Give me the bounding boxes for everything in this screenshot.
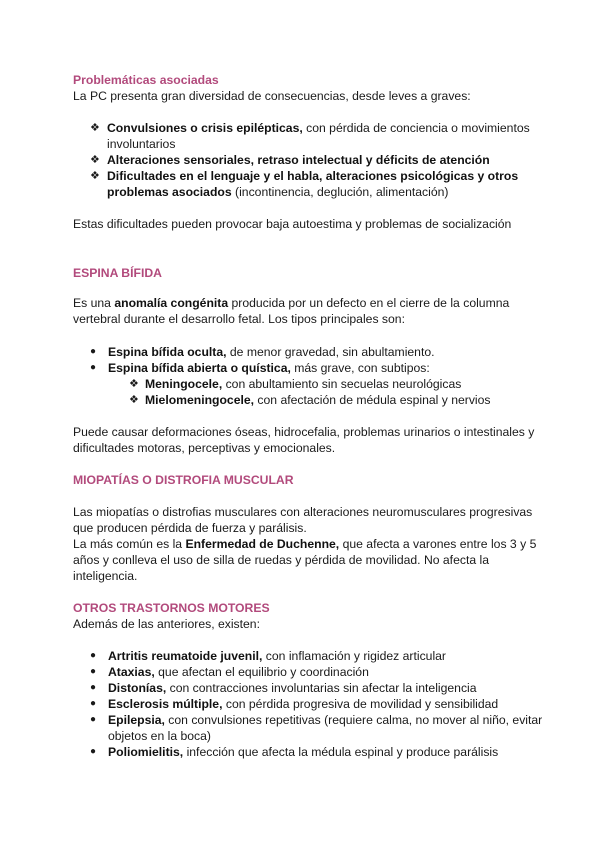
diamond-bullet-icon: ❖ [90,122,100,134]
bullet-icon: ● [90,666,97,677]
list-item: ● Esclerosis múltiple, con pérdida progresiva de movilidad y sensibilidad [90,697,499,711]
paragraph-espina-intro: Es una anomalía congénita producida por un defecto en el cierre de la columna vertebral durante el desarrollo fetal. Los tipos principales son: [73,296,510,326]
bullet-icon: ● [90,346,97,357]
paragraph-intro: La PC presenta gran diversidad de consecuencias, desde leves a graves: [73,89,471,103]
list-item: ● Epilepsia, con convulsiones repetitivas (requiere calma, no mover al niño, evitar objetos en la boca) [90,713,543,743]
list-item: ● Poliomielitis, infección que afecta la médula espinal y produce parálisis [90,745,499,759]
bullet-icon: ● [90,698,97,709]
paragraph-otros-intro: Además de las anteriores, existen: [73,617,260,631]
paragraph-espina-outro: Puede causar deformaciones óseas, hidrocefalia, problemas urinarios o intestinales y dificultades motoras, perceptivas y emocionales. [73,425,535,455]
list-item: ❖ Dificultades en el lenguaje y el habla, alteraciones psicológicas y otros problemas asociados (incontinencia, deglución, alimentación) [90,169,519,199]
list-item: ❖ Alteraciones sensoriales, retraso intelectual y déficits de atención [90,153,490,167]
list-item: ● Artritis reumatoide juvenil, con inflamación y rigidez articular [90,649,446,663]
list-item: ❖ Convulsiones o crisis epilépticas, con pérdida de conciencia o movimientos involuntarios [90,121,530,151]
bullet-icon: ● [90,362,97,373]
paragraph-outro: Estas dificultades pueden provocar baja autoestima y problemas de socialización [73,217,512,231]
list-item: ● Espina bífida oculta, de menor gravedad, sin abultamiento. [90,345,435,359]
list-item: ❖ Mielomeningocele, con afectación de médula espinal y nervios [129,393,491,407]
bullet-icon: ● [90,714,97,725]
list-otros-trastornos [73,648,543,760]
list-item: ● Espina bífida abierta o quística, más grave, con subtipos: [90,361,430,375]
list-espina-tipos [73,344,543,376]
paragraph-miopatias-1: Las miopatías o distrofias musculares con alteraciones neuromusculares progresivas que producen pérdida de fuerza y parálisis. [73,505,533,535]
diamond-bullet-icon: ❖ [129,378,139,390]
section-heading-problematicas: Problemáticas asociadas [73,73,219,87]
list-item: ❖ Meningocele, con abultamiento sin secuelas neurológicas [129,377,462,391]
section-heading-espina-bifida: ESPINA BÍFIDA [73,266,162,280]
diamond-bullet-icon: ❖ [129,394,139,406]
bullet-icon: ● [90,650,97,661]
list-espina-subtipos [73,376,543,408]
list-item: ● Distonías, con contracciones involuntarias sin afectar la inteligencia [90,681,477,695]
diamond-bullet-icon: ❖ [90,154,100,166]
bullet-icon: ● [90,682,97,693]
list-problematicas [73,120,543,200]
list-item: ● Ataxias, que afectan el equilibrio y coordinación [90,665,369,679]
paragraph-miopatias-2: La más común es la Enfermedad de Duchenne, que afecta a varones entre los 3 y 5 años y conlleva el uso de silla de ruedas y pérdida de movilidad. No afecta la inteligencia. [73,537,537,583]
diamond-bullet-icon: ❖ [90,170,100,182]
bullet-icon: ● [90,746,97,757]
section-heading-miopatias: MIOPATÍAS O DISTROFIA MUSCULAR [73,473,294,487]
section-heading-otros: OTROS TRASTORNOS MOTORES [73,601,270,615]
